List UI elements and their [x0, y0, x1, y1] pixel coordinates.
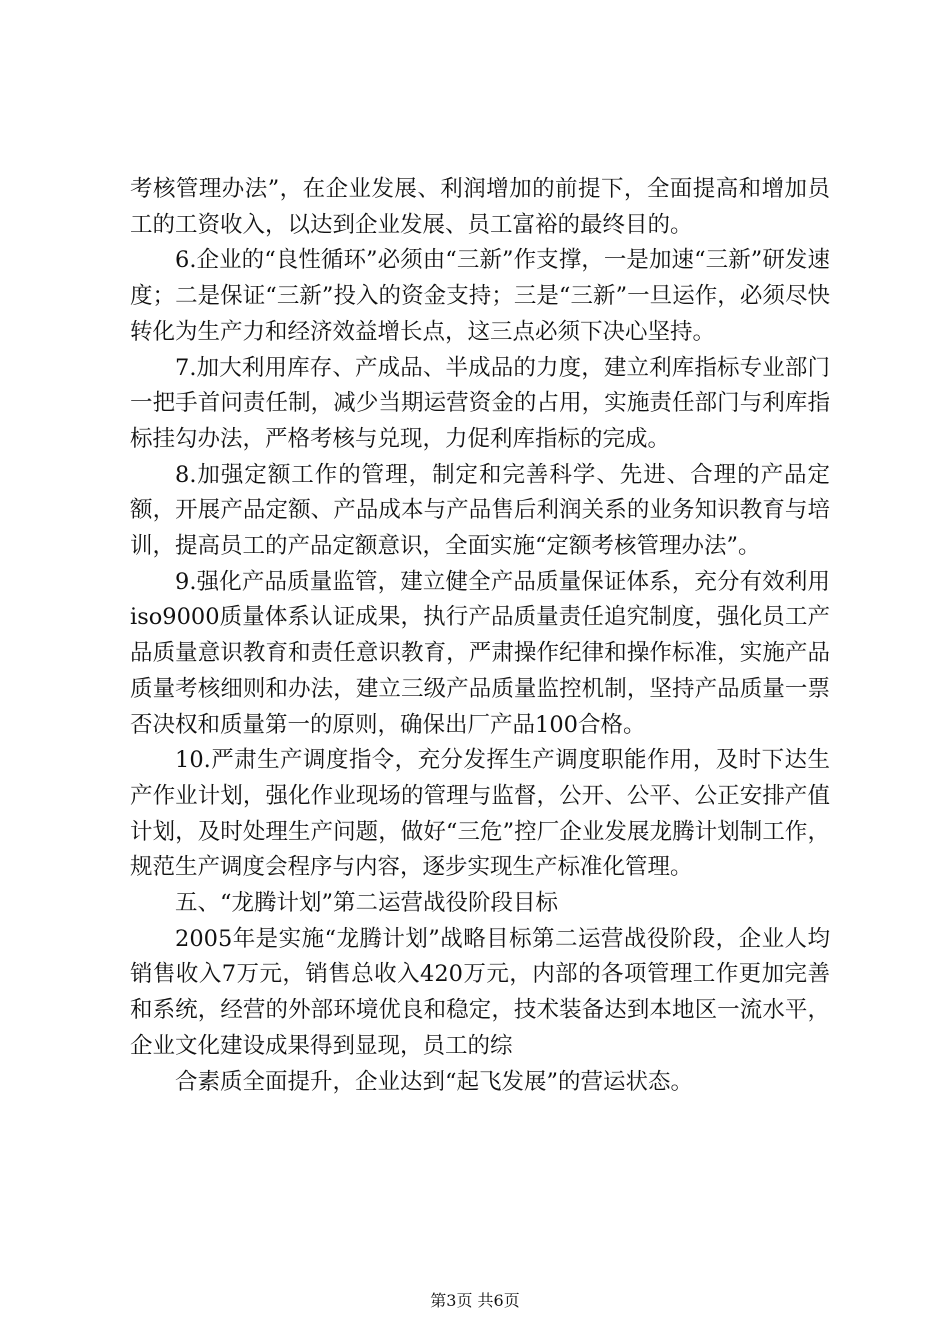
- paragraph-item-8: 8.加强定额工作的管理，制定和完善科学、先进、合理的产品定额，开展产品定额、产品成本与产品售后利润关系的业务知识教育与培训，提高员工的产品定额意识，全面实施“定额考核管理办法”。: [130, 461, 830, 560]
- paragraph-final: 合素质全面提升，企业达到“起飞发展”的营运状态。: [175, 1068, 694, 1095]
- paragraph-item-10: 10.严肃生产调度指令，充分发挥生产调度职能作用，及时下达生产作业计划，强化作业现场的管理与监督，公开、公平、公正安排产值计划，及时处理生产问题，做好“三危”控厂企业发展龙腾计划制工作，规范生产调度会程序与内容，逐步实现生产标准化管理。: [130, 747, 830, 881]
- section-heading: 五、“龙腾计划”第二运营战役阶段目标: [175, 890, 559, 917]
- paragraph-item-9: 9.强化产品质量监管，建立健全产品质量保证体系，充分有效利用iso9000质量体系认证成果，执行产品质量责任追究制度，强化员工产品质量意识教育和责任意识教育，严肃操作纪律和操作标准，实施产品质量考核细则和办法，建立三级产品质量监控机制，坚持产品质量一票否决权和质量第一的原则，确保出厂产品100合格。: [130, 568, 830, 738]
- paragraph-item-7: 7.加大利用库存、产成品、半成品的力度，建立利库指标专业部门一把手首问责任制，减少当期运营资金的占用，实施责任部门与利库指标挂勾办法，严格考核与兑现，力促利库指标的完成。: [130, 354, 830, 452]
- page-number-footer: 第3页 共6页: [430, 1291, 520, 1310]
- body-text: [130, 172, 830, 1100]
- paragraph-continuation: 考核管理办法”，在企业发展、利润增加的前提下，全面提高和增加员工的工资收入，以达到企业发展、员工富裕的最终目的。: [130, 176, 830, 238]
- paragraph-2005-goals: 2005年是实施“龙腾计划”战略目标第二运营战役阶段，企业人均销售收入7万元，销售总收入420万元，内部的各项管理工作更加完善和系统，经营的外部环境优良和稳定，技术装备达到本地区一流水平，企业文化建设成果得到显现，员工的综: [130, 925, 830, 1059]
- paragraph-item-6: 6.企业的“良性循环”必须由“三新”作支撑，一是加速“三新”研发速度；二是保证“三新”投入的资金支持；三是“三新”一旦运作，必须尽快转化为生产力和经济效益增长点，这三点必须下决心坚持。: [130, 247, 830, 345]
